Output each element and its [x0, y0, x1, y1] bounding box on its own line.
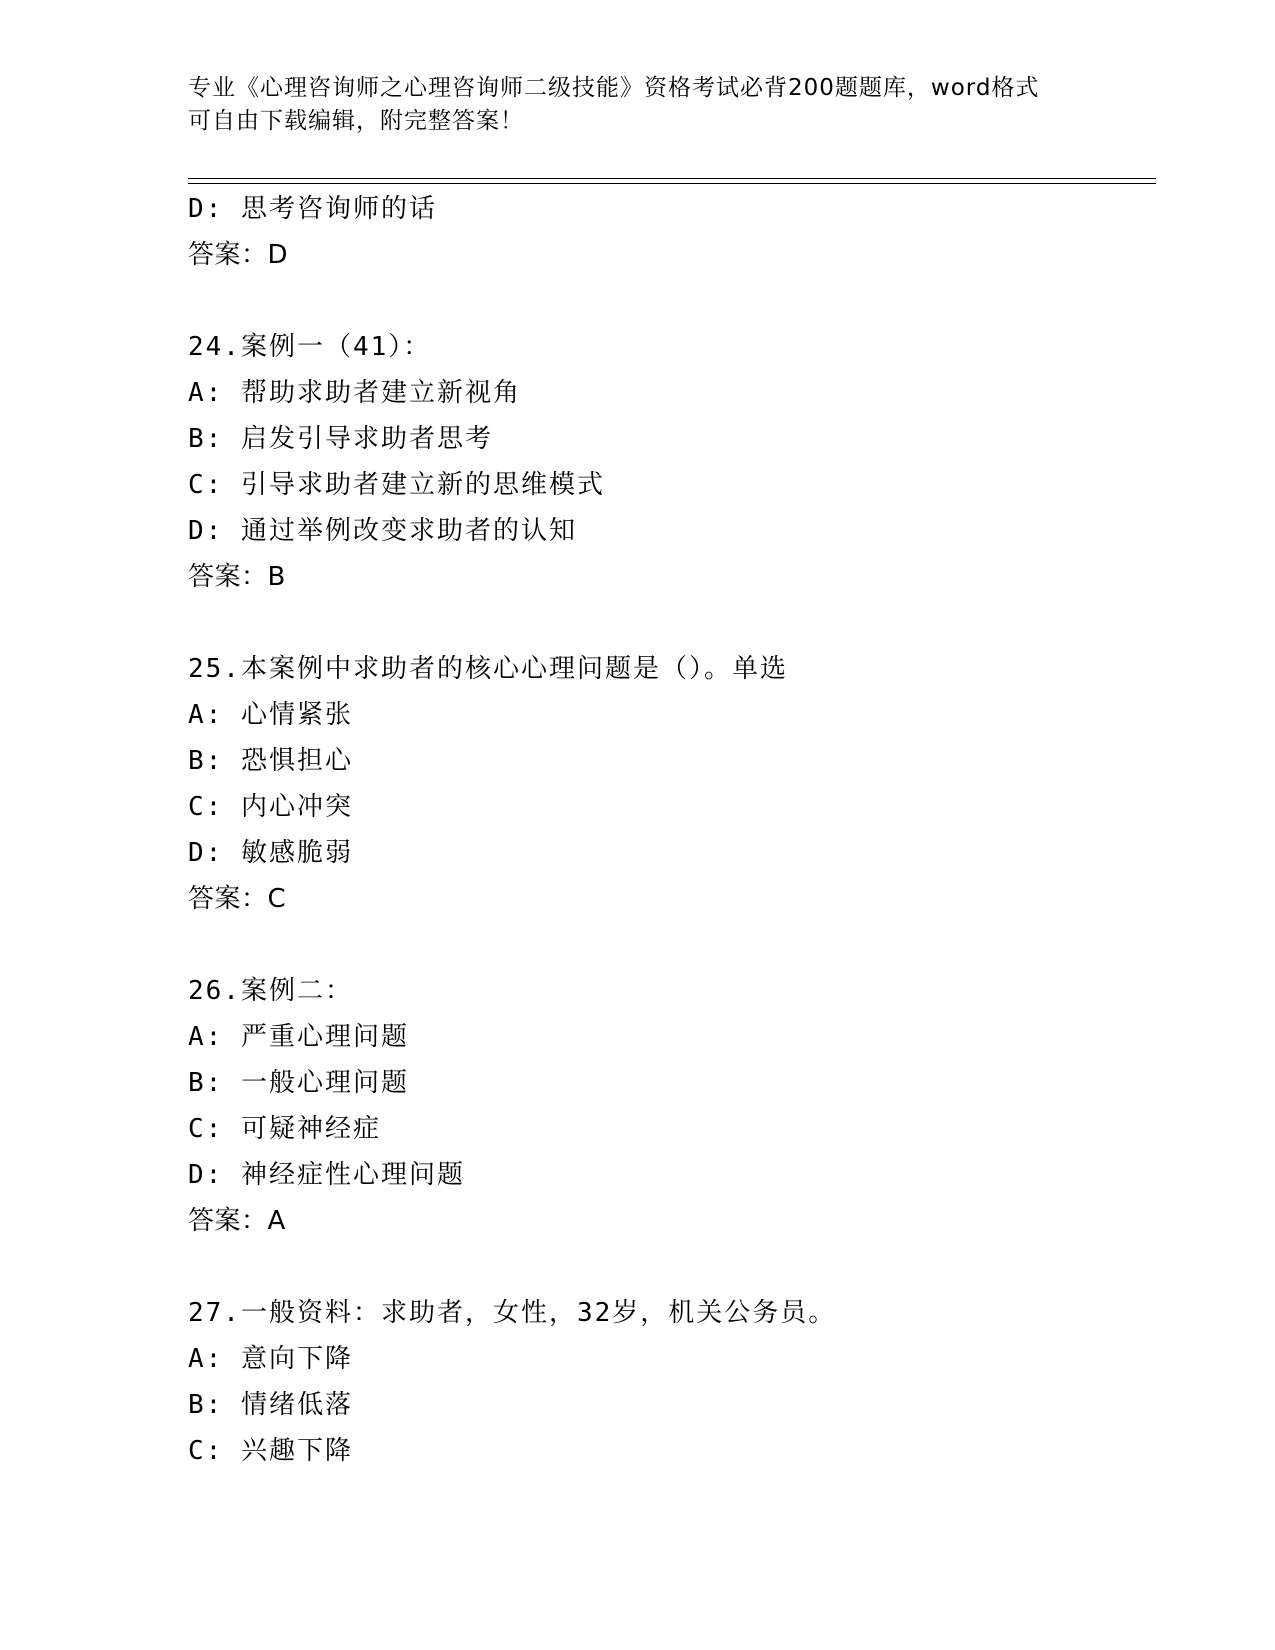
- option-b: B: 一般心理问题: [188, 1068, 409, 1098]
- question-list: [188, 186, 1148, 1474]
- question-title: 26.案例二：: [188, 976, 353, 1006]
- option-b: B: 恐惧担心: [188, 746, 353, 776]
- question-title: 25.本案例中求助者的核心心理问题是（）。单选: [188, 654, 788, 684]
- question-block-26: [188, 968, 1148, 1244]
- spacer: [188, 600, 1148, 646]
- option-d: D: 神经症性心理问题: [188, 1160, 465, 1190]
- option-d: D: 敏感脆弱: [188, 838, 353, 868]
- header-divider-top: [188, 178, 1156, 179]
- spacer: [188, 278, 1148, 324]
- question-title: 24.案例一（41）：: [188, 332, 432, 362]
- option-b: B: 启发引导求助者思考: [188, 424, 493, 454]
- question-block-24: [188, 324, 1148, 600]
- answer-line: 答案：C: [188, 884, 287, 914]
- option-a: A: 严重心理问题: [188, 1022, 409, 1052]
- question-title: 27.一般资料：求助者，女性，32岁，机关公务员。: [188, 1298, 837, 1328]
- option-c: C: 可疑神经症: [188, 1114, 381, 1144]
- answer-line: 答案：B: [188, 562, 286, 592]
- spacer: [188, 1244, 1148, 1290]
- option-d: D: 通过举例改变求助者的认知: [188, 516, 577, 546]
- option-a: A: 意向下降: [188, 1344, 353, 1374]
- option-c: C: 内心冲突: [188, 792, 353, 822]
- option-a: A: 帮助求助者建立新视角: [188, 378, 521, 408]
- option-b: B: 情绪低落: [188, 1390, 353, 1420]
- header-divider-bottom: [188, 183, 1156, 184]
- option-a: A: 心情紧张: [188, 700, 353, 730]
- option-d: D: 思考咨询师的话: [188, 194, 437, 224]
- option-c: C: 兴趣下降: [188, 1436, 353, 1466]
- question-block-27: [188, 1290, 1148, 1474]
- header-line-2: 可自由下载编辑，附完整答案！: [188, 108, 524, 134]
- header-line-1: 专业《心理咨询师之心理咨询师二级技能》资格考试必背200题题库，word格式: [188, 75, 1040, 101]
- answer-line: 答案：D: [188, 240, 289, 270]
- question-block-25: [188, 646, 1148, 922]
- answer-line: 答案：A: [188, 1206, 286, 1236]
- spacer: [188, 922, 1148, 968]
- option-c: C: 引导求助者建立新的思维模式: [188, 470, 605, 500]
- document-header: [188, 72, 1088, 138]
